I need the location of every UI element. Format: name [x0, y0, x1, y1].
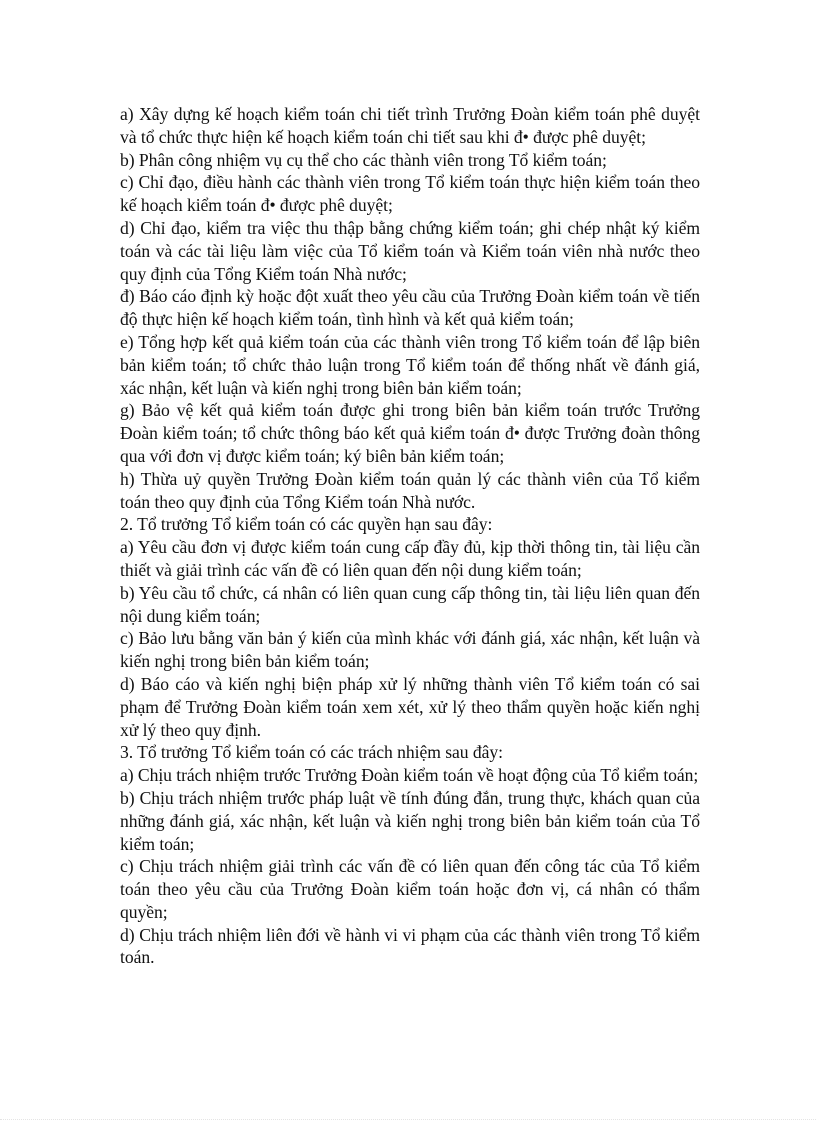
paragraph-duty-a: a) Xây dựng kế hoạch kiểm toán chi tiết trình Trưởng Đoàn kiểm toán phê duyệt và tổ chức thực hiện kế hoạch kiểm toán chi tiết sau khi đ• được phê duyệt;	[120, 104, 700, 147]
paragraph-right-d: d) Báo cáo và kiến nghị biện pháp xử lý những thành viên Tổ kiểm toán có sai phạm để Trưởng Đoàn kiểm toán xem xét, xử lý theo thẩm quyền hoặc kiến nghị xử lý theo quy định.	[120, 673, 700, 740]
paragraph-responsibility-a: a) Chịu trách nhiệm trước Trưởng Đoàn kiểm toán về hoạt động của Tổ kiểm toán;	[120, 765, 699, 786]
paragraph-duty-h: h) Thừa uỷ quyền Trưởng Đoàn kiểm toán quản lý các thành viên của Tổ kiểm toán theo quy định của Tổng Kiểm toán Nhà nước.	[120, 468, 700, 512]
section-heading-responsibilities: 3. Tổ trưởng Tổ kiểm toán có các trách nhiệm sau đây:	[120, 742, 503, 763]
paragraph-duty-g: g) Bảo vệ kết quả kiểm toán được ghi trong biên bản kiểm toán trước Trưởng Đoàn kiểm toán; tổ chức thông báo kết quả kiểm toán đ• được Trưởng đoàn thông qua với đơn vị được kiểm toán; ký biên bản kiểm toán;	[120, 400, 700, 466]
paragraph-responsibility-c: c) Chịu trách nhiệm giải trình các vấn đề có liên quan đến công tác của Tổ kiểm toán theo yêu cầu của Trưởng Đoàn kiểm toán hoặc đơn vị, cá nhân có thẩm quyền;	[120, 856, 700, 922]
paragraph-right-b: b) Yêu cầu tổ chức, cá nhân có liên quan cung cấp thông tin, tài liệu liên quan đến nội dung kiểm toán;	[120, 582, 700, 626]
paragraph-duty-c: c) Chỉ đạo, điều hành các thành viên trong Tổ kiểm toán thực hiện kiểm toán theo kế hoạch kiểm toán đ• được phê duyệt;	[120, 172, 700, 216]
document-body	[120, 103, 700, 969]
paragraph-responsibility-b: b) Chịu trách nhiệm trước pháp luật về tính đúng đắn, trung thực, khách quan của những đánh giá, xác nhận, kết luận và kiến nghị trong biên bản kiểm toán của Tổ kiểm toán;	[120, 787, 700, 854]
paragraph-responsibility-d: d) Chịu trách nhiệm liên đới về hành vi vi phạm của các thành viên trong Tổ kiểm toán.	[120, 924, 700, 968]
paragraph-duty-b: b) Phân công nhiệm vụ cụ thể cho các thành viên trong Tổ kiểm toán;	[120, 149, 607, 170]
section-heading-rights: 2. Tổ trưởng Tổ kiểm toán có các quyền hạn sau đây:	[120, 514, 493, 535]
paragraph-right-c: c) Bảo lưu bằng văn bản ý kiến của mình khác với đánh giá, xác nhận, kết luận và kiến nghị trong biên bản kiểm toán;	[120, 628, 700, 672]
page-bottom-border	[0, 1119, 816, 1120]
paragraph-duty-e: e) Tổng hợp kết quả kiểm toán của các thành viên trong Tổ kiểm toán để lập biên bản kiểm toán; tổ chức thảo luận trong Tổ kiểm toán để thống nhất về đánh giá, xác nhận, kết luận và kiến nghị trong biên bản kiểm toán;	[120, 331, 700, 398]
paragraph-duty-dd: đ) Báo cáo định kỳ hoặc đột xuất theo yêu cầu của Trưởng Đoàn kiểm toán về tiến độ thực hiện kế hoạch kiểm toán, tình hình và kết quả kiểm toán;	[120, 286, 700, 330]
paragraph-right-a: a) Yêu cầu đơn vị được kiểm toán cung cấp đầy đủ, kịp thời thông tin, tài liệu cần thiết và giải trình các vấn đề có liên quan đến nội dung kiểm toán;	[120, 537, 700, 580]
paragraph-duty-d: d) Chỉ đạo, kiểm tra việc thu thập bằng chứng kiểm toán; ghi chép nhật ký kiểm toán và các tài liệu làm việc của Tổ kiểm toán và Kiểm toán viên nhà nước theo quy định của Tổng Kiểm toán Nhà nước;	[120, 217, 700, 284]
